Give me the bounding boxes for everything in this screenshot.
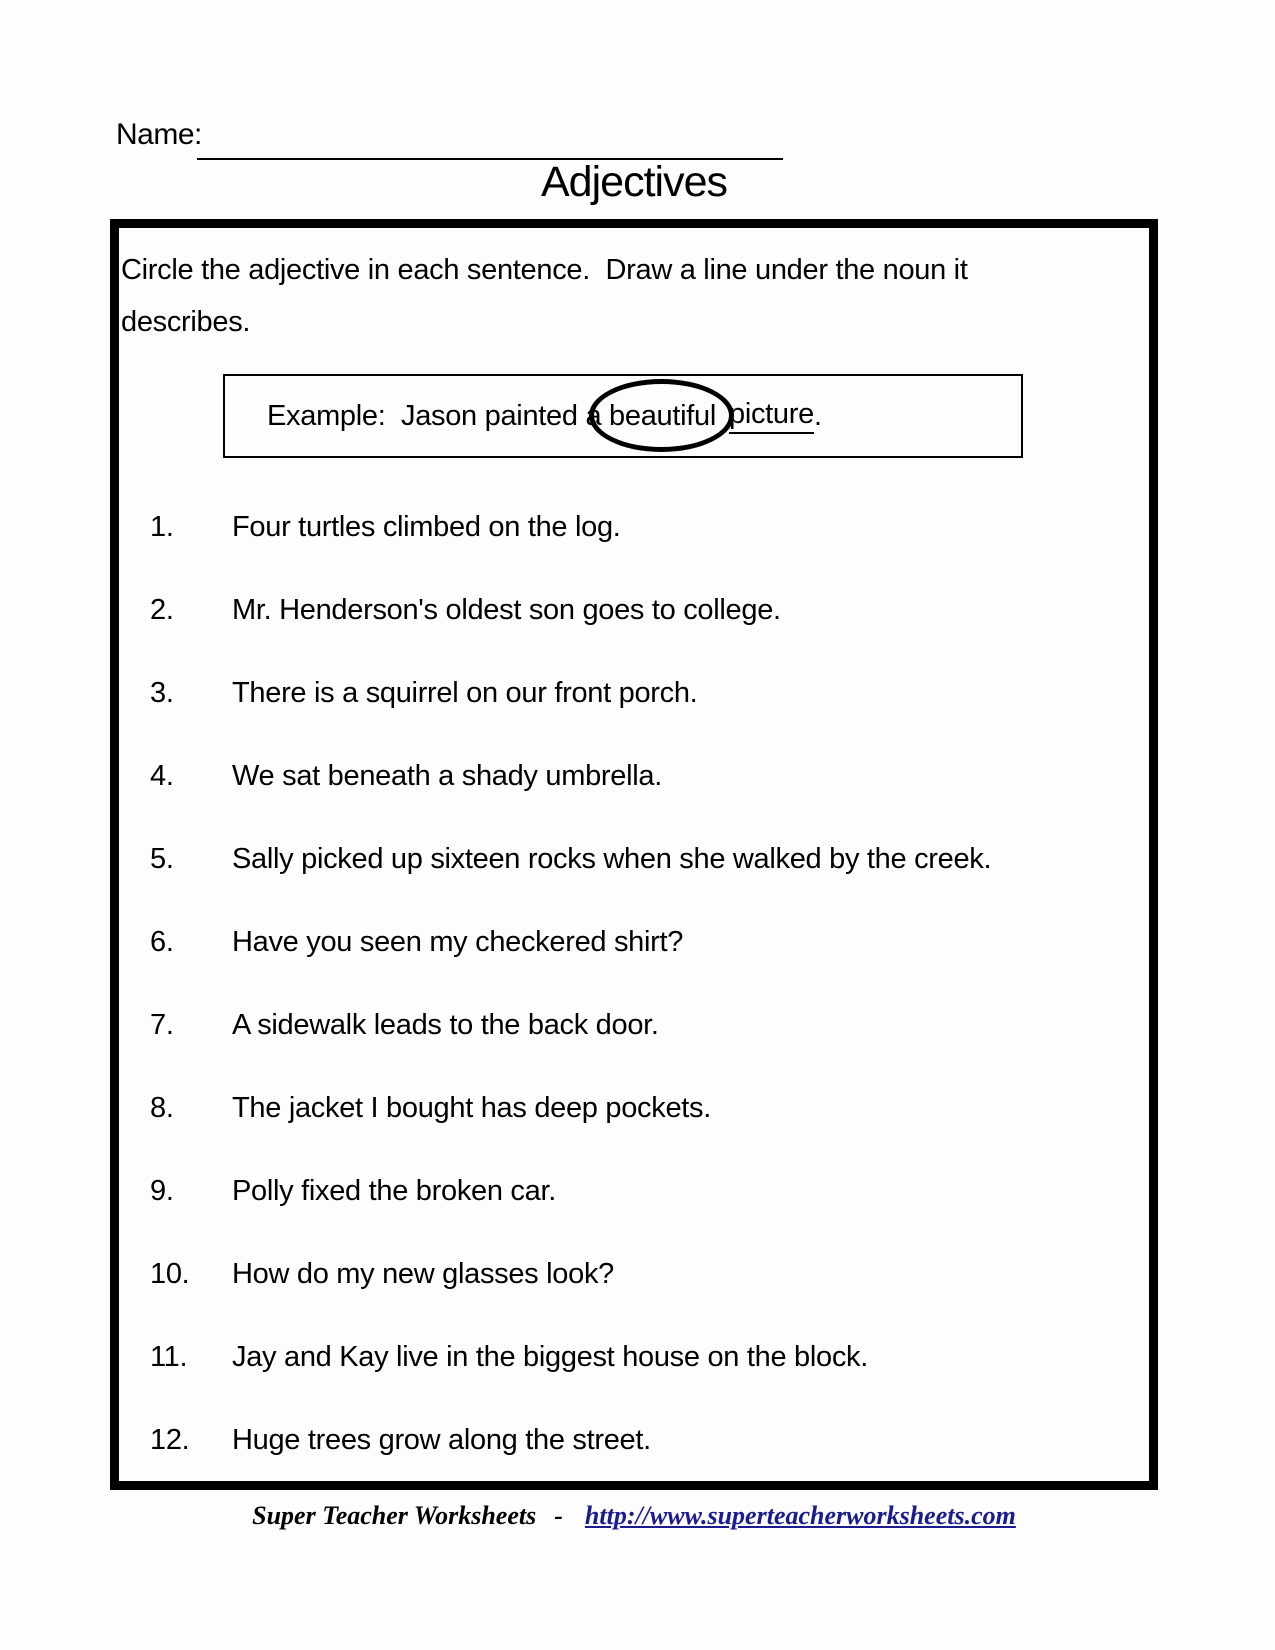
instructions-line-2: describes. xyxy=(121,306,251,338)
example-underlined-word: picture xyxy=(729,398,814,434)
sentence-row xyxy=(119,984,1149,1067)
sentence-number: 5. xyxy=(150,843,174,875)
sentence-text: Jay and Kay live in the biggest house on the block. xyxy=(232,1341,869,1373)
sentence-number: 4. xyxy=(150,760,174,792)
sentence-number: 12. xyxy=(150,1424,190,1456)
example-prefix: Example: Jason painted a xyxy=(267,399,610,432)
sentence-text: The jacket I bought has deep pockets. xyxy=(232,1092,711,1124)
sentence-text: Mr. Henderson's oldest son goes to college. xyxy=(232,594,781,626)
sentence-row xyxy=(119,652,1149,735)
sentence-row xyxy=(119,901,1149,984)
example-box xyxy=(223,374,1023,458)
sentence-row xyxy=(119,1399,1149,1482)
worksheet-box-inner xyxy=(118,227,1150,1482)
sentence-row xyxy=(119,1233,1149,1316)
sentence-text: Huge trees grow along the street. xyxy=(232,1424,651,1456)
sentence-number: 11. xyxy=(150,1341,188,1373)
instructions-line-1: Circle the adjective in each sentence. Draw a line under the noun it xyxy=(121,254,968,286)
sentence-text: Four turtles climbed on the log. xyxy=(232,511,621,543)
sentence-text: A sidewalk leads to the back door. xyxy=(232,1009,659,1041)
sentence-row xyxy=(119,486,1149,569)
name-blank-line xyxy=(197,126,783,160)
footer-link[interactable]: http://www.superteacherworksheets.com xyxy=(584,1501,1016,1530)
sentence-number: 7. xyxy=(150,1009,174,1041)
sentence-row xyxy=(119,1150,1149,1233)
sentence-row xyxy=(119,1316,1149,1399)
footer-separator: - xyxy=(554,1501,563,1530)
footer-brand: Super Teacher Worksheets xyxy=(252,1501,537,1530)
footer xyxy=(110,1501,1158,1531)
sentence-number: 8. xyxy=(150,1092,174,1124)
sentence-number: 9. xyxy=(150,1175,174,1207)
sentence-row xyxy=(119,569,1149,652)
sentence-list xyxy=(119,486,1149,1482)
sentence-number: 1. xyxy=(150,511,174,543)
sentence-text: Have you seen my checkered shirt? xyxy=(232,926,684,958)
example-suffix: . xyxy=(813,399,822,432)
worksheet-title: Adjectives xyxy=(541,158,727,206)
sentence-row xyxy=(119,1067,1149,1150)
circled-adjective xyxy=(609,400,716,433)
name-label: Name: xyxy=(116,118,202,151)
sentence-text: There is a squirrel on our front porch. xyxy=(232,677,698,709)
instructions xyxy=(121,244,1143,348)
sentence-number: 3. xyxy=(150,677,174,709)
sentence-number: 10. xyxy=(150,1258,190,1290)
sentence-number: 2. xyxy=(150,594,174,626)
sentence-row xyxy=(119,818,1149,901)
sentence-number: 6. xyxy=(150,926,174,958)
sentence-text: Sally picked up sixteen rocks when she walked by the creek. xyxy=(232,843,992,875)
worksheet-box xyxy=(110,219,1158,1490)
sentence-text: We sat beneath a shady umbrella. xyxy=(232,760,662,792)
sentence-text: Polly fixed the broken car. xyxy=(232,1175,556,1207)
sentence-row xyxy=(119,735,1149,818)
example-circled-word: beautiful xyxy=(609,399,716,432)
sentence-text: How do my new glasses look? xyxy=(232,1258,614,1290)
